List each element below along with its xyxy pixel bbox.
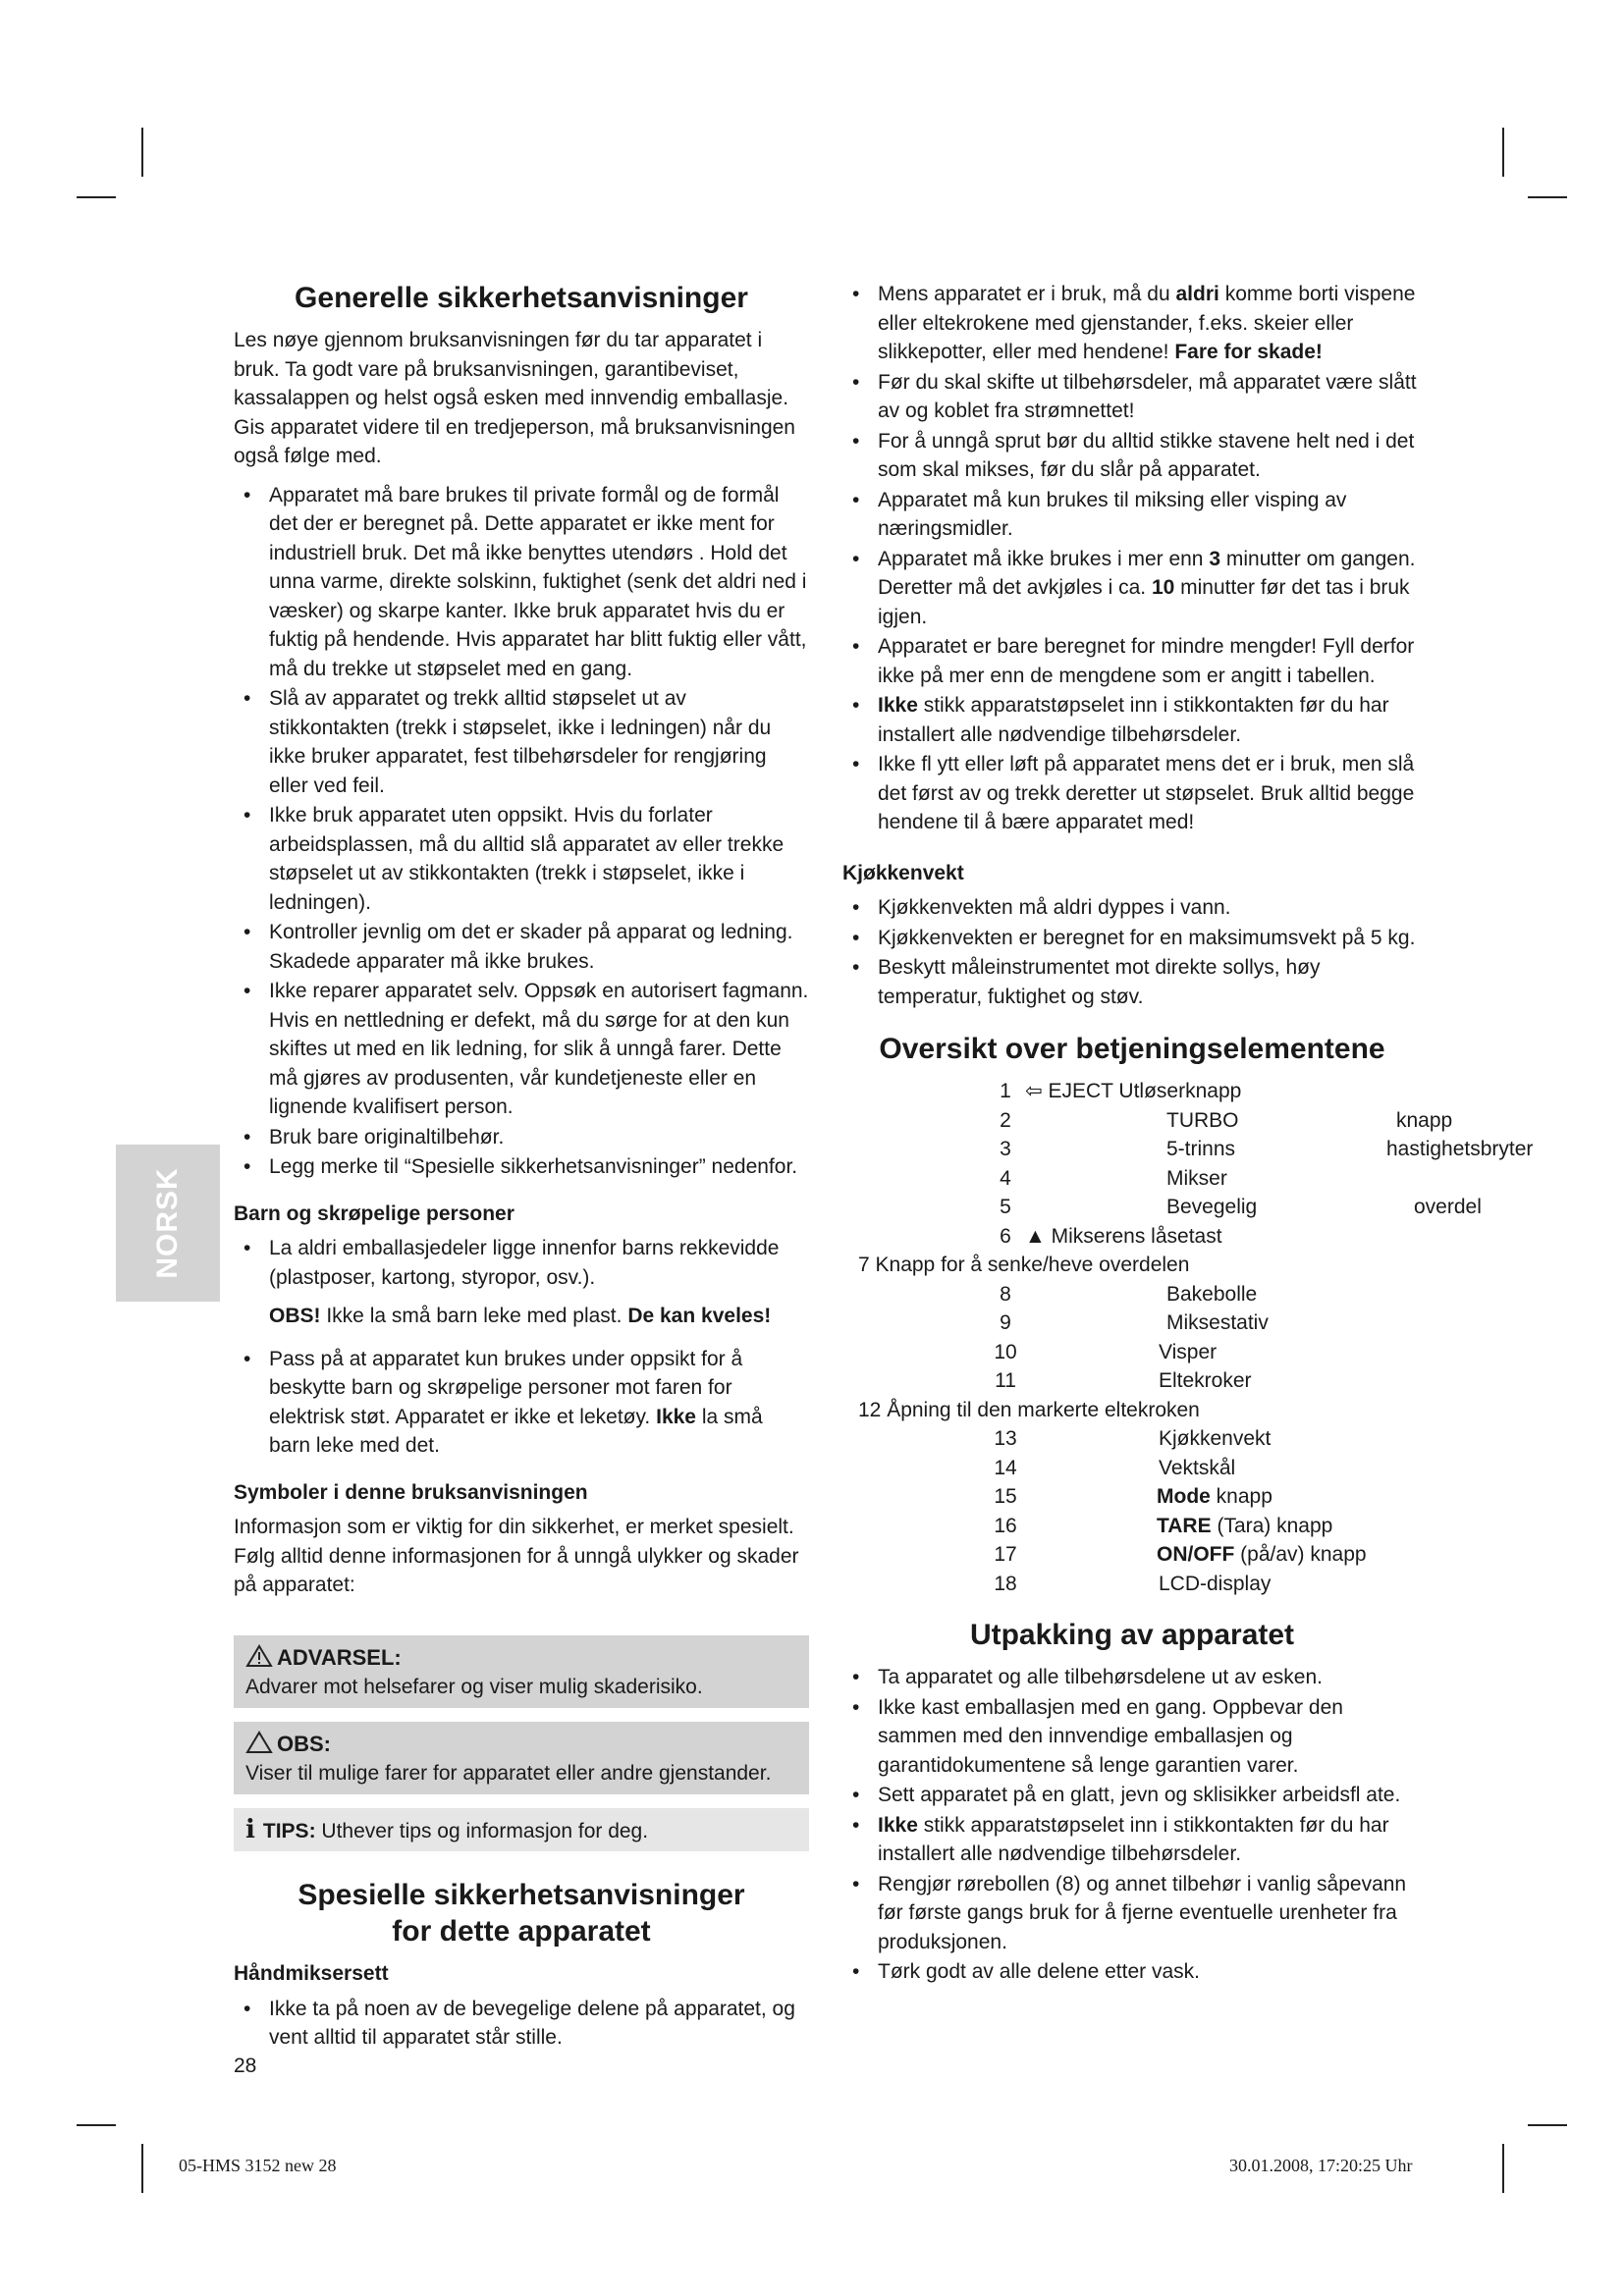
obs-bold: De kan kveles! <box>627 1305 772 1327</box>
warning-box <box>234 1635 809 1708</box>
item-label: 5-trinns <box>1166 1138 1236 1160</box>
children-list <box>234 1234 809 1292</box>
language-tab <box>116 1145 220 1302</box>
overview-row <box>842 1540 1549 1570</box>
overview-row <box>842 1454 1549 1483</box>
list-item: • Bruk bare originaltilbehør. <box>234 1123 809 1152</box>
list-item: • Beskytt måleinstrumentet mot direkte sollys, høy temperatur, fuktighet og støv. <box>842 953 1422 1011</box>
tips-title: TIPS: <box>262 1819 316 1842</box>
list-item <box>234 1345 809 1461</box>
caution-box <box>234 1722 809 1794</box>
item-number: 17 <box>994 1543 1017 1566</box>
item-number: 4 <box>1000 1166 1011 1190</box>
item-label: knapp <box>1216 1485 1272 1508</box>
crop-mark <box>141 2144 143 2193</box>
overview-row <box>842 1366 1549 1396</box>
crop-mark <box>141 128 143 177</box>
special-title-line1: Spesielle sikkerhetsanvisninger <box>298 1879 745 1911</box>
list-item: • Legg merke til “Spesielle sikkerhetsanvisninger” nedenfor. <box>234 1152 809 1182</box>
overview-title: Oversikt over betjeningselementene <box>879 1033 1385 1065</box>
mixer-safety-list <box>842 280 1422 837</box>
list-item-text: la små barn leke med det. <box>269 1405 763 1457</box>
item-label: 12 Åpning til den markerte eltekroken <box>858 1398 1200 1421</box>
item-label: (på/av) knapp <box>1240 1543 1367 1566</box>
special-safety-title <box>234 1877 809 1949</box>
overview-row <box>842 1193 1549 1222</box>
caution-triangle-icon <box>245 1731 273 1754</box>
item-number: 9 <box>1000 1311 1011 1334</box>
item-number: 18 <box>994 1572 1017 1595</box>
item-label: EJECT Utløserknapp <box>1048 1080 1242 1102</box>
eject-arrow-icon: ⇦ <box>1025 1080 1043 1102</box>
item-label: Bakebolle <box>1166 1282 1258 1306</box>
list-item: • Ikke bruk apparatet uten oppsikt. Hvis du forlater arbeidsplassen, må du alltid slå apparatet av eller trekke støpselet ut av stikkontakten (trekk i støpselet, ikke i ledningen). <box>234 801 809 917</box>
list-item: • Apparatet er bare beregnet for mindre mengder! Fyll derfor ikke på mer enn de mengdene som er angitt i tabellen. <box>842 632 1422 690</box>
item-number: 2 <box>1000 1108 1011 1132</box>
ikke-bold: Ikke <box>878 694 918 717</box>
unpacking-list <box>842 1663 1422 1987</box>
item-label: (Tara) knapp <box>1217 1514 1333 1537</box>
list-item: • Apparatet må bare brukes til private formål og de formål det der er beregnet på. Dette apparatet er ikke ment for industriell bruk. Det må ikke benyttes utendørs . Hold det unna varme, direkte solskinn, fuktighet (senk det aldri ned i væsker) og skarpe kanter. Ikke bruk apparatet hvis du er fuktig på hendende. Hvis apparatet har blitt fuktig eller vått, må du trekke ut støpselet med en gang. <box>234 481 809 684</box>
list-item: • For å unngå sprut bør du alltid stikke stavene helt ned i det som skal mikses, før du slår på apparatet. <box>842 427 1422 485</box>
item-number: 15 <box>994 1485 1017 1508</box>
item-label: Visper <box>1159 1340 1218 1363</box>
item-label-bold: Mode <box>1157 1485 1211 1508</box>
list-item-text: Apparatet må ikke brukes i mer enn <box>878 547 1204 570</box>
mixer-list <box>234 1995 809 2053</box>
footer-left: 05-HMS 3152 new 28 <box>179 2156 337 2175</box>
crop-mark <box>77 2124 116 2126</box>
overview-row <box>842 1164 1549 1194</box>
item-label: TURBO <box>1166 1108 1239 1132</box>
item-label: Mikser <box>1166 1166 1227 1190</box>
children-heading: Barn og skrøpelige personer <box>234 1201 514 1225</box>
list-item <box>842 1811 1422 1869</box>
list-item: • Slå av apparatet og trekk alltid støpselet ut av stikkontakten (trekk i støpselet, ikke i ledningen) når du ikke bruker apparatet, fest tilbehørsdeler for rengjøring eller ved feil. <box>234 684 809 800</box>
page-number: 28 <box>234 2055 257 2077</box>
intro-text: Les nøye gjennom bruksanvisningen før du tar apparatet i bruk. Ta godt vare på bruksanvisningen, garantibeviset, kassalappen og helst også esken med innvendig emballasje. Gis apparatet videre til en tredjeperson, må bruksanvisningen også følge med. <box>234 329 795 467</box>
list-item: • Tørk godt av alle delene etter vask. <box>842 1957 1422 1987</box>
list-item-text: Mens apparatet er i bruk, må du <box>878 283 1170 305</box>
warning-triangle-icon <box>245 1644 273 1668</box>
list-item: • Ikke ta på noen av de bevegelige delene på apparatet, og vent alltid til apparatet står stille. <box>234 1995 809 2053</box>
warning-title: ADVARSEL: <box>277 1644 402 1670</box>
item-label: Eltekroker <box>1159 1369 1252 1392</box>
overview-row <box>842 1396 1549 1425</box>
list-item: • Kjøkkenvekten må aldri dyppes i vann. <box>842 893 1422 923</box>
item-label-extra: hastighetsbryter <box>1386 1138 1534 1160</box>
obs-text: Ikke la små barn leke med plast. <box>326 1305 623 1327</box>
item-number: 11 <box>995 1369 1016 1392</box>
general-safety-list <box>234 481 809 1182</box>
list-item-text: minutter før det tas i bruk igjen. <box>878 576 1410 628</box>
lock-row-text <box>1025 1222 1222 1252</box>
item-number: 13 <box>994 1427 1017 1450</box>
symbols-heading: Symboler i denne bruksanvisningen <box>234 1480 588 1504</box>
item-label: Miksestativ <box>1166 1311 1269 1334</box>
overview-row <box>842 1570 1549 1599</box>
children-list-2 <box>234 1345 809 1461</box>
overview-row <box>842 1106 1549 1136</box>
symbols-text: Informasjon som er viktig for din sikkerhet, er merket spesielt. Følg alltid denne informasjonen for å unngå ulykker og skader på apparatet: <box>234 1516 799 1596</box>
list-item: • Sett apparatet på en glatt, jevn og sklisikker arbeidsfl ate. <box>842 1781 1422 1810</box>
crop-mark <box>77 196 116 198</box>
overview-row <box>842 1135 1549 1164</box>
overview-row <box>842 1251 1549 1280</box>
bold-3: 3 <box>1209 547 1221 570</box>
general-safety-title: Generelle sikkerhetsanvisninger <box>295 282 748 314</box>
item-number: 5 <box>1000 1196 1011 1218</box>
item-number: 6 <box>1000 1224 1011 1248</box>
overview-row <box>842 1308 1549 1338</box>
list-item-text: minutter om gangen. Deretter må det avkjøles i ca. <box>878 547 1416 599</box>
ikke-bold: Ikke <box>878 1813 918 1837</box>
scale-list <box>842 893 1422 1011</box>
tips-text: Uthever tips og informasjon for deg. <box>321 1819 649 1842</box>
item-label-bold: ON/OFF <box>1157 1543 1235 1566</box>
unpacking-title: Utpakking av apparatet <box>969 1619 1295 1651</box>
crop-mark <box>1528 2124 1567 2126</box>
list-item: • Ikke kast emballasjen med en gang. Oppbevar den sammen med den innvendige emballasjen og garantidokumentene så lenge garantien varer. <box>842 1693 1422 1781</box>
list-item-text: komme borti vispene eller eltekrokene med gjenstander, f.eks. skeier eller slikkepotter, eller med hendene! <box>878 283 1416 363</box>
list-item <box>842 691 1422 749</box>
list-item: • Kontroller jevnlig om det er skader på apparat og ledning. Skadede apparater må ikke brukes. <box>234 918 809 976</box>
list-item-text: stikk apparatstøpselet inn i stikkontakten før du har installert alle nødvendige tilbehørsdeler. <box>878 694 1389 746</box>
item-number: 1 <box>1000 1080 1011 1102</box>
eject-row-text <box>1025 1077 1241 1106</box>
list-item <box>842 545 1422 632</box>
footer-right: 30.01.2008, 17:20:25 Uhr <box>1229 2156 1413 2175</box>
item-label-group <box>1157 1540 1367 1570</box>
item-label: Bevegelig <box>1166 1196 1258 1218</box>
crop-mark <box>1502 2144 1504 2193</box>
item-number: 14 <box>994 1456 1017 1479</box>
item-label-extra: knapp <box>1396 1108 1453 1132</box>
bold-aldri: aldri <box>1175 283 1219 305</box>
right-column <box>842 280 1534 1997</box>
left-column <box>234 280 809 2062</box>
list-item: • Ta apparatet og alle tilbehørsdelene ut av esken. <box>842 1663 1422 1692</box>
info-icon: i <box>245 1814 255 1844</box>
list-item: • Ikke fl ytt eller løft på apparatet mens det er i bruk, men slå det først av og trekk deretter ut støpselet. Bruk alltid begge hendene til å bære apparatet med! <box>842 750 1422 837</box>
list-item: • La aldri emballasjedeler ligge innenfor barns rekkevidde (plastposer, kartong, styropor, osv.). <box>234 1234 809 1292</box>
overview-row <box>842 1512 1549 1541</box>
caution-text: Viser til mulige farer for apparatet eller andre gjenstander. <box>245 1762 772 1785</box>
crop-mark <box>1528 196 1567 198</box>
item-label: 7 Knapp for å senke/heve overdelen <box>858 1254 1190 1276</box>
item-number: 3 <box>1000 1138 1011 1160</box>
overview-row <box>842 1280 1549 1309</box>
item-label: Vektskål <box>1159 1456 1236 1479</box>
item-number: 10 <box>994 1340 1017 1363</box>
special-title-line2: for dette apparatet <box>392 1915 651 1948</box>
controls-overview <box>842 1077 1534 1597</box>
list-item-text: stikk apparatstøpselet inn i stikkontakten før du har installert alle nødvendige tilbehørsdeler. <box>878 1813 1389 1865</box>
overview-row <box>842 1482 1549 1512</box>
overview-row <box>842 1077 1549 1106</box>
item-label-group <box>1157 1482 1272 1512</box>
warning-text: Advarer mot helsefarer og viser mulig skaderisiko. <box>245 1676 703 1698</box>
list-item: • Ikke reparer apparatet selv. Oppsøk en autorisert fagmann. Hvis en nettledning er defekt, må du sørge for at den kun skiftes ut med en lik ledning, for slik å unngå farer. Dette må gjøres av produsenten, vår kundetjeneste eller en lignende kvalifisert person. <box>234 977 809 1122</box>
list-item-text: Pass på at apparatet kun brukes under oppsikt for å beskytte barn og skrøpelige personer mot faren for elektrisk støt. Apparatet er ikke et leketøy. <box>269 1347 743 1428</box>
list-item: • Før du skal skifte ut tilbehørsdeler, må apparatet være slått av og koblet fra strømnettet! <box>842 368 1422 426</box>
item-label-group <box>1157 1512 1332 1541</box>
overview-row <box>842 1338 1549 1367</box>
overview-row <box>842 1424 1549 1454</box>
caution-title: OBS: <box>277 1731 331 1756</box>
list-item <box>842 280 1422 367</box>
item-label: LCD-display <box>1159 1572 1272 1595</box>
list-item: • Kjøkkenvekten er beregnet for en maksimumsvekt på 5 kg. <box>842 924 1422 953</box>
item-number: 8 <box>1000 1282 1011 1306</box>
obs-note <box>234 1302 809 1331</box>
list-item: • Rengjør rørebollen (8) og annet tilbehør i vanlig såpevann før første gangs bruk for å fjerne eventuelle urenheter fra produksjonen. <box>842 1870 1422 1957</box>
overview-row <box>842 1222 1549 1252</box>
tips-box <box>234 1808 809 1852</box>
lock-triangle-icon: ▲ <box>1025 1224 1046 1248</box>
item-number: 16 <box>994 1514 1017 1537</box>
item-label-bold: TARE <box>1157 1514 1212 1537</box>
list-item: • Apparatet må kun brukes til miksing eller visping av næringsmidler. <box>842 486 1422 544</box>
item-label-extra: overdel <box>1414 1196 1482 1218</box>
bold-danger: Fare for skade! <box>1174 341 1323 363</box>
language-tab-label: NORSK <box>151 1167 184 1279</box>
ikke-bold: Ikke <box>656 1405 696 1428</box>
item-label: Mikserens låsetast <box>1051 1224 1222 1248</box>
obs-label: OBS! <box>269 1305 321 1327</box>
bold-10: 10 <box>1151 576 1175 599</box>
item-label: Kjøkkenvekt <box>1159 1427 1272 1450</box>
mixer-heading: Håndmiksersett <box>234 1962 389 1985</box>
scale-heading: Kjøkkenvekt <box>842 861 964 884</box>
crop-mark <box>1502 128 1504 177</box>
